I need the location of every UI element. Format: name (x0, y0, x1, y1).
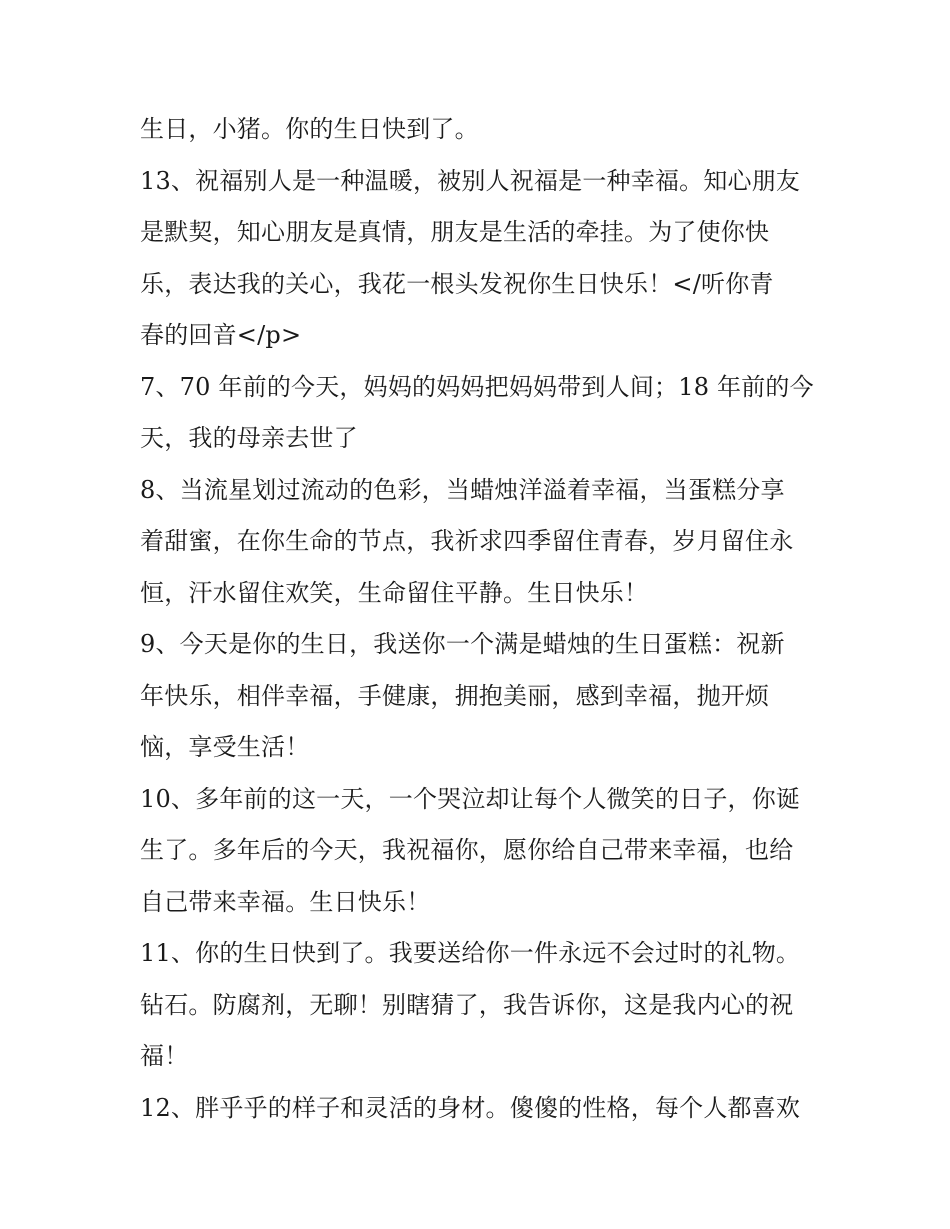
text-line: 8、当流星划过流动的色彩，当蜡烛洋溢着幸福，当蛋糕分享 (140, 475, 785, 504)
text-line: 13、祝福别人是一种温暖，被别人祝福是一种幸福。知心朋友 (140, 166, 801, 195)
text-line: 12、胖乎乎的样子和灵活的身材。傻傻的性格，每个人都喜欢 (140, 1093, 801, 1122)
text-line: 着甜蜜，在你生命的节点，我祈求四季留住青春，岁月留住永 (140, 527, 794, 555)
document-body (140, 104, 812, 1134)
text-line: 天，我的母亲去世了 (140, 424, 358, 452)
text-line: 生了。多年后的今天，我祝福你，愿你给自己带来幸福，也给 (140, 836, 794, 864)
text-line: 10、多年前的这一天，一个哭泣却让每个人微笑的日子，你诞 (140, 784, 801, 813)
text-line: 恒，汗水留住欢笑，生命留住平静。生日快乐！ (140, 578, 649, 607)
text-line: 7、70 年前的今天，妈妈的妈妈把妈妈带到人间；18 年前的今 (140, 372, 814, 401)
text-line: 年快乐，相伴幸福，手健康，拥抱美丽，感到幸福，抛开烦 (140, 681, 770, 710)
text-line: 钻石。防腐剂，无聊！别瞎猜了，我告诉你，这是我内心的祝 (140, 990, 794, 1019)
text-line: 恼，享受生活！ (140, 733, 310, 761)
text-line: 11、你的生日快到了。我要送给你一件永远不会过时的礼物。 (140, 939, 801, 967)
text-line: 春的回音</p> (140, 321, 302, 349)
text-line: 乐，表达我的关心，我花一根头发祝你生日快乐！</听你青 (140, 269, 774, 298)
text-line: 自己带来幸福。生日快乐！ (140, 887, 431, 916)
text-line: 是默契，知心朋友是真情，朋友是生活的牵挂。为了使你快 (140, 218, 770, 246)
text-line: 福！ (140, 1042, 189, 1070)
text-line: 9、今天是你的生日，我送你一个满是蜡烛的生日蛋糕：祝新 (140, 630, 785, 658)
text-line: 生日，小猪。你的生日快到了。 (140, 115, 479, 143)
